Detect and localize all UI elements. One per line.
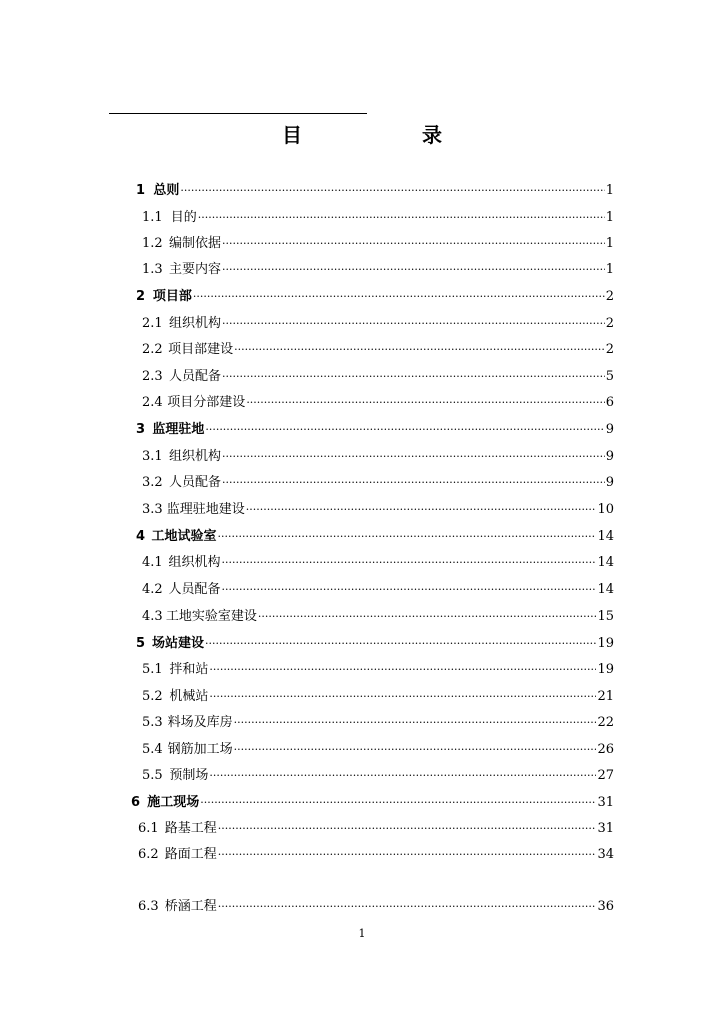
toc-entry-number: 3.2 (142, 475, 163, 490)
dot-leader (218, 527, 597, 547)
toc-entry-label: 项目分部建设 (167, 395, 246, 410)
toc-entry-number: 5.5 (142, 768, 163, 783)
toc-entry-number: 3.1 (142, 449, 163, 464)
toc-entry-number: 5.4 (142, 742, 163, 757)
toc-section-entry[interactable] (142, 208, 614, 228)
toc-entry-label: 项目部建设 (168, 342, 234, 357)
toc-entry-number: 1 (136, 183, 146, 198)
toc-entry-number: 5.2 (142, 689, 163, 704)
toc-section-entry[interactable] (142, 687, 614, 707)
toc-entry-number: 6.1 (138, 821, 159, 836)
toc-section-entry[interactable] (142, 367, 614, 387)
toc-entry-label: 工地试验室 (151, 529, 217, 544)
toc-entry-number: 5.3 (142, 715, 163, 730)
toc-entry-label: 组织机构 (168, 555, 221, 570)
toc-entry-page: 1 (605, 236, 614, 251)
toc-section-entry[interactable] (142, 553, 614, 573)
toc-section-entry[interactable] (142, 660, 614, 680)
toc-chapter-entry[interactable] (136, 420, 614, 440)
dot-leader (246, 393, 604, 413)
dot-leader (246, 500, 597, 520)
toc-entry-number: 4 (136, 529, 146, 544)
toc-entry-page: 9 (605, 422, 614, 437)
dot-leader (218, 845, 597, 865)
dot-leader (218, 897, 597, 917)
toc-chapter-entry[interactable] (136, 287, 614, 307)
dot-leader (222, 473, 605, 493)
dot-leader (200, 793, 596, 813)
toc-entry-page: 1 (605, 183, 614, 198)
toc-entry-page: 14 (597, 555, 614, 570)
toc-section-entry[interactable] (138, 819, 614, 839)
toc-entry-label: 人员配备 (169, 475, 222, 490)
toc-entry-number: 5 (136, 636, 146, 651)
toc-entry-label: 监理驻地建设 (166, 502, 245, 517)
toc-entry-number: 6.2 (138, 847, 159, 862)
dot-leader (198, 208, 605, 228)
toc-entry-label: 监理驻地 (152, 422, 205, 437)
dot-leader (221, 553, 596, 573)
toc-entry-label: 目的 (170, 210, 197, 225)
toc-entry-number: 1.3 (142, 262, 163, 277)
toc-entry-page: 14 (597, 582, 614, 597)
toc-section-entry[interactable] (142, 713, 614, 733)
toc-entry-number: 3 (136, 422, 146, 437)
toc-section-entry[interactable] (142, 473, 614, 493)
toc-entry-label: 组织机构 (169, 316, 222, 331)
dot-leader (205, 634, 596, 654)
toc-entry-page: 2 (605, 342, 614, 357)
dot-leader (218, 819, 597, 839)
toc-entry-number: 5.1 (142, 662, 163, 677)
dot-leader (234, 740, 597, 760)
toc-entry-number: 4.1 (142, 555, 163, 570)
dot-leader (222, 367, 605, 387)
dot-leader (205, 420, 604, 440)
toc-entry-number: 2.4 (142, 395, 163, 410)
toc-entry-label: 桥涵工程 (164, 899, 217, 914)
toc-entry-label: 料场及库房 (167, 715, 233, 730)
toc-entry-label: 编制依据 (169, 236, 222, 251)
toc-entry-page: 9 (605, 475, 614, 490)
dot-leader (180, 181, 604, 201)
dot-leader (234, 340, 605, 360)
toc-entry-page: 2 (605, 289, 614, 304)
toc-entry-label: 总则 (153, 183, 180, 198)
toc-section-entry[interactable] (142, 234, 614, 254)
toc-entry-number: 2.1 (142, 316, 163, 331)
toc-entry-label: 场站建设 (152, 636, 205, 651)
toc-section-entry[interactable] (142, 314, 614, 334)
toc-entry-page: 1 (605, 262, 614, 277)
toc-entry-page: 27 (597, 768, 614, 783)
dot-leader (222, 314, 605, 334)
dot-leader (221, 580, 596, 600)
toc-entry-page: 2 (605, 316, 614, 331)
toc-entry-page: 36 (597, 899, 614, 914)
toc-entry-number: 1.1 (142, 210, 163, 225)
toc-section-entry[interactable] (142, 447, 614, 467)
toc-entry-number: 3.3 (142, 502, 163, 517)
toc-entry-number: 4.2 (142, 582, 163, 597)
toc-entry-number: 2.2 (142, 342, 163, 357)
toc-title: 目 录 (282, 123, 492, 147)
toc-entry-label: 人员配备 (168, 582, 221, 597)
toc-entry-label: 主要内容 (169, 262, 222, 277)
dot-leader (209, 766, 596, 786)
toc-entry-label: 钢筋加工场 (167, 742, 233, 757)
toc-entry-page: 15 (597, 609, 614, 624)
toc-entry-number: 1.2 (142, 236, 163, 251)
toc-section-entry[interactable] (142, 260, 614, 280)
toc-entry-label: 人员配备 (169, 369, 222, 384)
toc-chapter-entry[interactable] (136, 181, 614, 201)
dot-leader (258, 607, 597, 627)
dot-leader (193, 287, 605, 307)
toc-entry-number: 4.3 (142, 609, 163, 624)
toc-section-entry[interactable] (142, 766, 614, 786)
toc-entry-label: 路基工程 (164, 821, 217, 836)
toc-entry-label: 路面工程 (164, 847, 217, 862)
toc-entry-page: 9 (605, 449, 614, 464)
dot-leader (234, 713, 597, 733)
dot-leader (209, 660, 596, 680)
toc-entry-page: 14 (597, 529, 614, 544)
toc-entry-page: 26 (597, 742, 614, 757)
toc-entry-page: 31 (597, 821, 614, 836)
toc-section-entry[interactable] (142, 500, 614, 520)
toc-entry-page: 5 (605, 369, 614, 384)
toc-entry-label: 机械站 (169, 689, 209, 704)
toc-entry-label: 项目部 (152, 289, 192, 304)
toc-section-entry[interactable] (142, 393, 614, 413)
dot-leader (222, 234, 605, 254)
toc-chapter-entry[interactable] (136, 527, 614, 547)
toc-chapter-entry[interactable] (136, 634, 614, 654)
toc-entry-label: 工地实验室建设 (165, 609, 257, 624)
toc-entry-number: 2.3 (142, 369, 163, 384)
dot-leader (209, 687, 596, 707)
toc-entry-page: 31 (597, 795, 614, 810)
toc-chapter-entry[interactable] (131, 793, 614, 813)
toc-entry-label: 施工现场 (147, 795, 200, 810)
toc-entry-label: 拌和站 (169, 662, 209, 677)
toc-entry-page: 1 (605, 210, 614, 225)
toc-section-entry[interactable] (142, 340, 614, 360)
toc-entry-number: 2 (136, 289, 146, 304)
toc-entry-label: 预制场 (169, 768, 209, 783)
toc-entry-page: 19 (597, 662, 614, 677)
toc-entry-page: 19 (597, 636, 614, 651)
toc-section-entry[interactable] (142, 580, 614, 600)
toc-entry-page: 22 (597, 715, 614, 730)
toc-entry-page: 10 (597, 502, 614, 517)
dot-leader (222, 260, 605, 280)
toc-entry-label: 组织机构 (169, 449, 222, 464)
toc-section-entry[interactable] (142, 740, 614, 760)
toc-entry-page: 34 (597, 847, 614, 862)
toc-section-entry[interactable] (138, 845, 614, 865)
toc-entry-number: 6 (131, 795, 141, 810)
toc-section-entry[interactable] (138, 897, 614, 917)
toc-entry-page: 6 (605, 395, 614, 410)
footer-page-number: 1 (358, 927, 366, 940)
dot-leader (222, 447, 605, 467)
toc-entry-number: 6.3 (138, 899, 159, 914)
toc-entry-page: 21 (597, 689, 614, 704)
toc-section-entry[interactable] (142, 607, 614, 627)
